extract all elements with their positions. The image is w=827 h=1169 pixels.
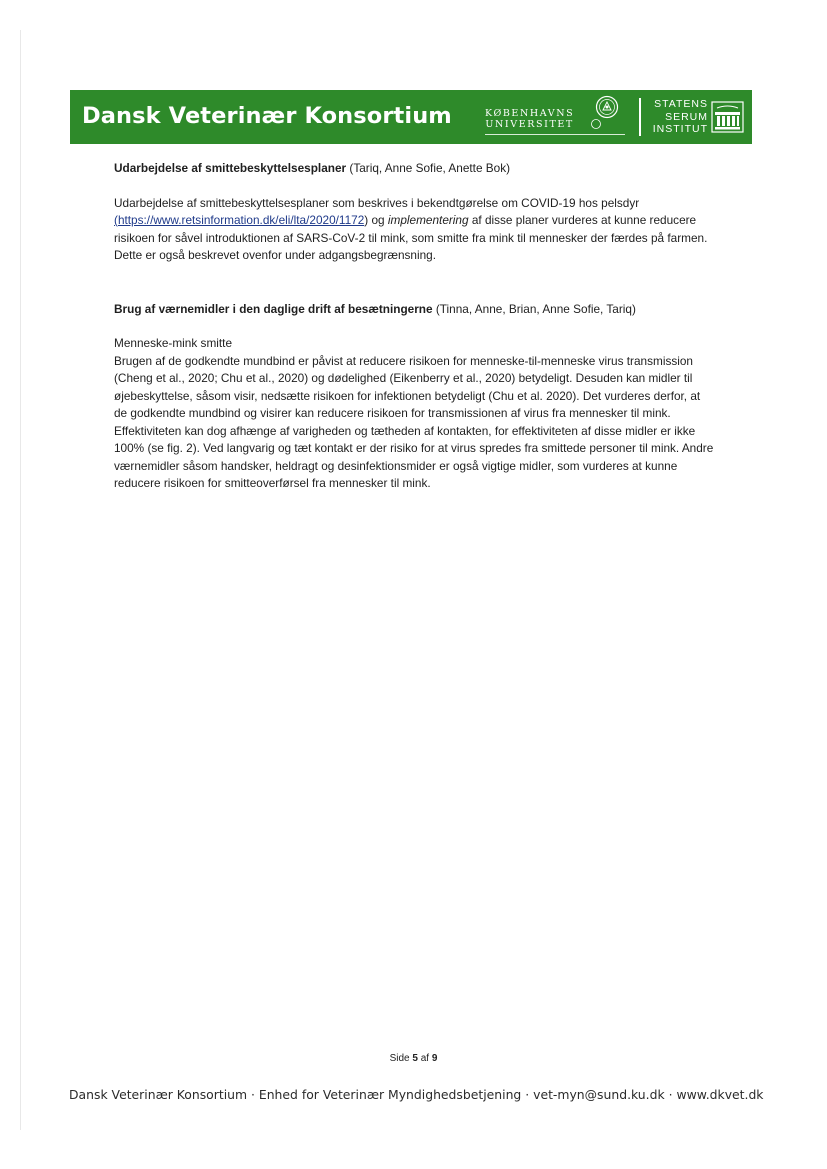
ssi-line-2: SERUM xyxy=(665,110,708,123)
section-1-heading xyxy=(114,160,714,178)
section-2-authors: (Tinna, Anne, Brian, Anne Sofie, Tariq) xyxy=(435,301,636,316)
ssi-line-1: STATENS xyxy=(654,98,708,110)
page-current: 5 xyxy=(412,1053,418,1064)
page-prefix: Side xyxy=(389,1053,413,1064)
section-2-heading xyxy=(114,301,714,319)
section-1-text-before-link: Udarbejdelse af smittebeskyttelsesplaner som beskrives i bekendtgørelse om COVID-19 hos pelsdyr xyxy=(114,195,640,210)
retsinformation-link-open[interactable]: ( xyxy=(114,213,118,227)
ku-logo-text xyxy=(485,108,574,130)
footer-contact-line: Dansk Veterinær Konsortium · Enhed for Veterinær Myndighedsbetjening · vet-myn@sund.ku.dk · www.dkvet.dk xyxy=(69,1087,764,1102)
section-2-subheading: Menneske-mink smitte xyxy=(114,336,233,350)
section-1-paragraph xyxy=(114,195,714,265)
header-banner xyxy=(70,90,752,144)
section-2-title: Brug af værnemidler i den daglige drift af besætningerne xyxy=(114,301,433,316)
ku-seal-icon xyxy=(595,95,619,119)
section-2-paragraph: Brugen af de godkendte mundbind er påvist at reducere risikoen for menneske-til-menneske virus transmission (Cheng et al., 2020; Chu et al., 2020) og dødelighed (Eikenberry et al., 2020) betydeligt. Desuden kan midler til øjebeskyttelse, såsom visir, nedsætte risikoen for infektionen betydeligt (Chu et al. 2020). Det vurderes derfor, at de godkendte mundbind og visirer kan reducere risikoen for transmissionen af virus fra mennesker til mink. Effektiviteten kan dog afhænge af varigheden og tætheden af kontakten, for effektiviteten af disse midler er ikke 100% (se fig. 2). Ved langvarig og tæt kontakt er der risiko for at virus spredes fra smittede personer til mink. Andre værnemidler såsom handsker, heldragt og desinfektionsmider er også vigtige midler, som vurderes at kunne reducere risikoen for smitteoverførsel fra mennesker til mink. xyxy=(114,353,714,490)
page-number xyxy=(0,1053,827,1064)
ssi-building-icon xyxy=(711,101,744,133)
page-total: 9 xyxy=(431,1053,438,1064)
ssi-line-3: INSTITUT xyxy=(652,123,708,135)
ku-line-2: UNIVERSITET xyxy=(485,119,574,130)
ku-underline xyxy=(485,134,625,135)
scan-edge-line xyxy=(20,30,21,1130)
ku-ring-icon xyxy=(590,118,602,130)
ku-line-1: KØBENHAVNS xyxy=(485,108,575,119)
section-1-title: Udarbejdelse af smittebeskyttelsesplaner xyxy=(114,161,347,175)
section-1-text-og: og xyxy=(368,213,388,227)
ssi-logo-text xyxy=(650,98,708,136)
section-1-text-after: af disse planer vurderes at kunne reducere risikoen for såvel introduktionen af SARS-CoV-2 til mink, som smitte fra mink til mennesker der færdes på farmen. Dette er også beskrevet ovenfor under adgangsbegrænsning. xyxy=(114,213,708,262)
section-1-authors: (Tariq, Anne Sofie, Anette Bok) xyxy=(349,161,511,175)
retsinformation-link[interactable]: https://www.retsinformation.dk/eli/lta/2020/1172 xyxy=(117,213,365,227)
document-body xyxy=(114,160,714,493)
section-1-italic-word: implementering xyxy=(387,213,469,227)
logo-divider xyxy=(639,98,641,136)
page-middle: af xyxy=(417,1053,432,1064)
consortium-title: Dansk Veterinær Konsortium xyxy=(82,103,452,129)
retsinformation-link-close: ) xyxy=(364,213,369,227)
